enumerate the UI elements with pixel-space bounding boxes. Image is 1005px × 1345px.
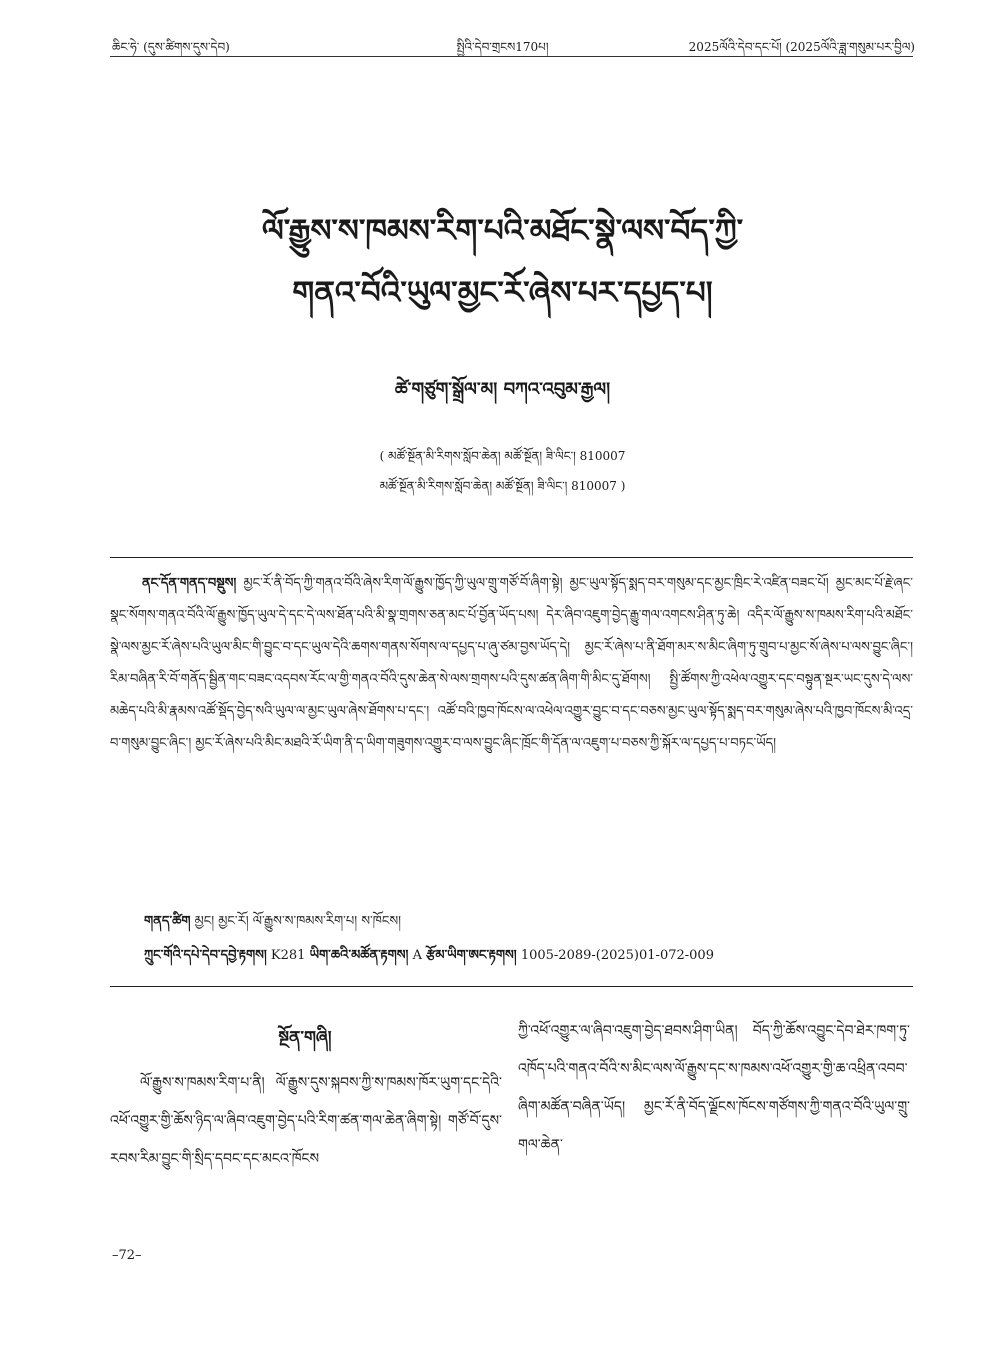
article-title-line-1: ལོ་རྒྱུས་ས་ཁམས་རིག་པའི་མཐོང་སྣེ་ལས་བོད་ཀྱི་ — [261, 213, 744, 249]
clc-value: K281 — [270, 948, 306, 963]
running-header-volume: 2025ལོའི་དེབ་དང་པོ། (2025ལོའི་ཟླ་གསུམ་པར་བྱིལ) — [688, 40, 915, 54]
affiliation-line-1: ( མཚོ་སྔོན་མི་རིགས་སློབ་ཆེན། མཚོ་སྔོན། ཟི་ལིང་། 810007 — [379, 449, 626, 463]
running-header-journal: ཆིང་ཧེ་ (དུས་ཚིགས་དུས་དེབ) — [112, 40, 230, 54]
clc-label: ཀྲུང་གོའི་དཔེ་དེབ་དབྱེ་རྟགས། — [144, 948, 267, 963]
keywords-line — [144, 906, 401, 943]
document-code-label: ཡིག་ཆའི་མཚོན་རྟགས། — [309, 948, 409, 963]
classification-line — [144, 940, 714, 977]
article-id-label: རྩོམ་ཡིག་ཨང་རྟགས། — [426, 948, 517, 963]
author-names: ཚེ་གཙུག་སྒྲོལ་མ། བཀའ་འབུམ་རྒྱལ། — [394, 379, 611, 400]
page-number: –72– — [112, 1248, 142, 1263]
abstract-block — [110, 568, 913, 760]
section-heading: སྔོན་གཞི། — [278, 1028, 332, 1048]
abstract-text: མྱང་རོ་ནི་བོད་ཀྱི་གནའ་བོའི་ཞེས་རིག་ལོ་རྒྱུས་ཁྱོད་ཀྱི་ཡུལ་གྲུ་གཙོ་བོ་ཞིག་སྟེ། མྱང་ཡུལ་སྟོད་སྨད་བར་གསུམ་དང་མྱང་ཁྲིང་རེ་འཛིན་བཟང་པོ། མྱང་མང་པོ་རྗེ་ཞང་སྣང་སོགས་གནའ་བོའི་ལོ་རྒྱུས་ཁྱོད་ཡུལ་དེ་དང་དེ་ལས་ཐོན་པའི་མི་སྣ་གྲགས་ཅན་མང་པོ་བྱོན་ཡོད་པས། དེར་ཞིབ་འཇུག་བྱེད་རྒྱུ་གལ་འགངས་ཤིན་ཏུ་ཆེ། འདིར་ལོ་རྒྱུས་ས་ཁམས་རིག་པའི་མཐོང་སྣེ་ལས་མྱང་རོ་ཞེས་པའི་ཡུལ་མིང་གི་བྱུང་བ་དང་ཡུལ་དེའི་ཆགས་གནས་སོགས་ལ་དཔྱད་པ་ཞུ་ཙམ་བྱས་ཡོད་དེ། མྱང་རོ་ཞེས་པ་ནི་ཐོག་མར་ས་མིང་ཞིག་ཏུ་གྲུབ་པ་མྱང་སོ་ཞེས་པ་ལས་བྱུང་ཞིང་། རིམ་བཞིན་རི་བོ་གནོད་སྦྱིན་གང་བཟང་འདབས་རོང་ལ་གྱི་གནའ་བོའི་དུས་ཆེན་སེ་ལས་གྲགས་པའི་དུས་ཚན་ཞིག་གི་མིང་དུ་ཐོགས། སྤྱི་ཚོགས་ཀྱི་འཕེལ་འགྱུར་དང་བསྟུན་སྔར་ཡང་དུས་དེ་ལས་མཆེད་པའི་མི་རྣམས་འཚོ་སྡོད་བྱེད་སའི་ཡུལ་ལ་མྱང་ཡུལ་ཞེས་ཐོགས་པ་དང་། འཚོ་བའི་ཁྱབ་ཁོངས་ལ་འཕེལ་འགྱུར་བྱུང་བ་དང་བཅས་མྱང་ཡུལ་སྟོད་སྨད་བར་གསུམ་ཞེས་པའི་ཁྱབ་ཁོངས་མི་འདྲ་བ་གསུམ་བྱུང་ཞིང་། མྱང་རོ་ཞེས་པའི་མིང་མཐའི་རོ་ཡིག་ནི་ད་ཡིག་གཟུགས་འགྱུར་བ་ལས་བྱུང་ཞིང་ཁྲོང་གི་དོན་ལ་འཇུག་པ་བཅས་ཀྱི་སྐོར་ལ་དཔྱད་པ་བཏང་ཡོད། — [110, 576, 913, 751]
article-title-line-2: གནའ་བོའི་ཡུལ་མྱང་རོ་ཞེས་པར་དཔྱད་པ། — [292, 275, 713, 311]
article-id-value: 1005-2089-(2025)01-072-009 — [520, 948, 714, 963]
body-column-left: ལོ་རྒྱུས་ས་ཁམས་རིག་པ་ནི། ལོ་རྒྱུས་དུས་སྐབས་ཀྱི་ས་ཁམས་ཁོར་ཡུག་དང་དེའི་འཕོ་འགྱུར་གྱི་ཆོས་ཉིད་ལ་ཞིབ་འཇུག་བྱེད་པའི་རིག་ཚན་གལ་ཆེན་ཞིག་སྟེ། གཙོ་བོ་དུས་རབས་རིམ་བྱུང་གི་སྲིད་དབང་དང་མངའ་ཁོངས — [110, 1075, 502, 1167]
header-rule — [110, 56, 913, 57]
keywords-text: མྱང། མྱང་རོ། ལོ་རྒྱུས་ས་ཁམས་རིག་པ། ས་ཁོངས། — [194, 914, 402, 929]
body-column-right: ཀྱི་འཕོ་འགྱུར་ལ་ཞིབ་འཇུག་བྱེད་ཐབས་ཤིག་ཡིན། བོད་ཀྱི་ཆོས་འབྱུང་དེབ་ཐེར་ཁག་ཏུ་འཁོད་པའི་གནའ་བོའི་ས་མིང་ལས་ལོ་རྒྱུས་དང་ས་ཁམས་འཕོ་འགྱུར་གྱི་ཆ་འཕྲིན་འབབ་ཞིག་མཚོན་བཞིན་ཡོད། མྱང་རོ་ནི་བོད་ལྗོངས་ཁོངས་གཙོགས་ཀྱི་གནའ་བོའི་ཡུལ་གྲུ་གལ་ཆེན་ — [518, 1023, 910, 1153]
abstract-label: ནང་དོན་གནད་བསྡུས། — [142, 576, 237, 591]
affiliation-line-2: མཚོ་སྔོན་མི་རིགས་སློབ་ཆེན། མཚོ་སྔོན། ཟི་ལིང་། 810007 ) — [379, 479, 626, 493]
abstract-bottom-rule — [110, 986, 913, 987]
abstract-top-rule — [110, 557, 913, 558]
keywords-label: གནད་ཚིག — [144, 914, 191, 929]
document-code-value: A — [412, 948, 422, 963]
running-header-issue: སྤྱིའི་དེབ་གྲངས170པ། — [456, 40, 549, 54]
